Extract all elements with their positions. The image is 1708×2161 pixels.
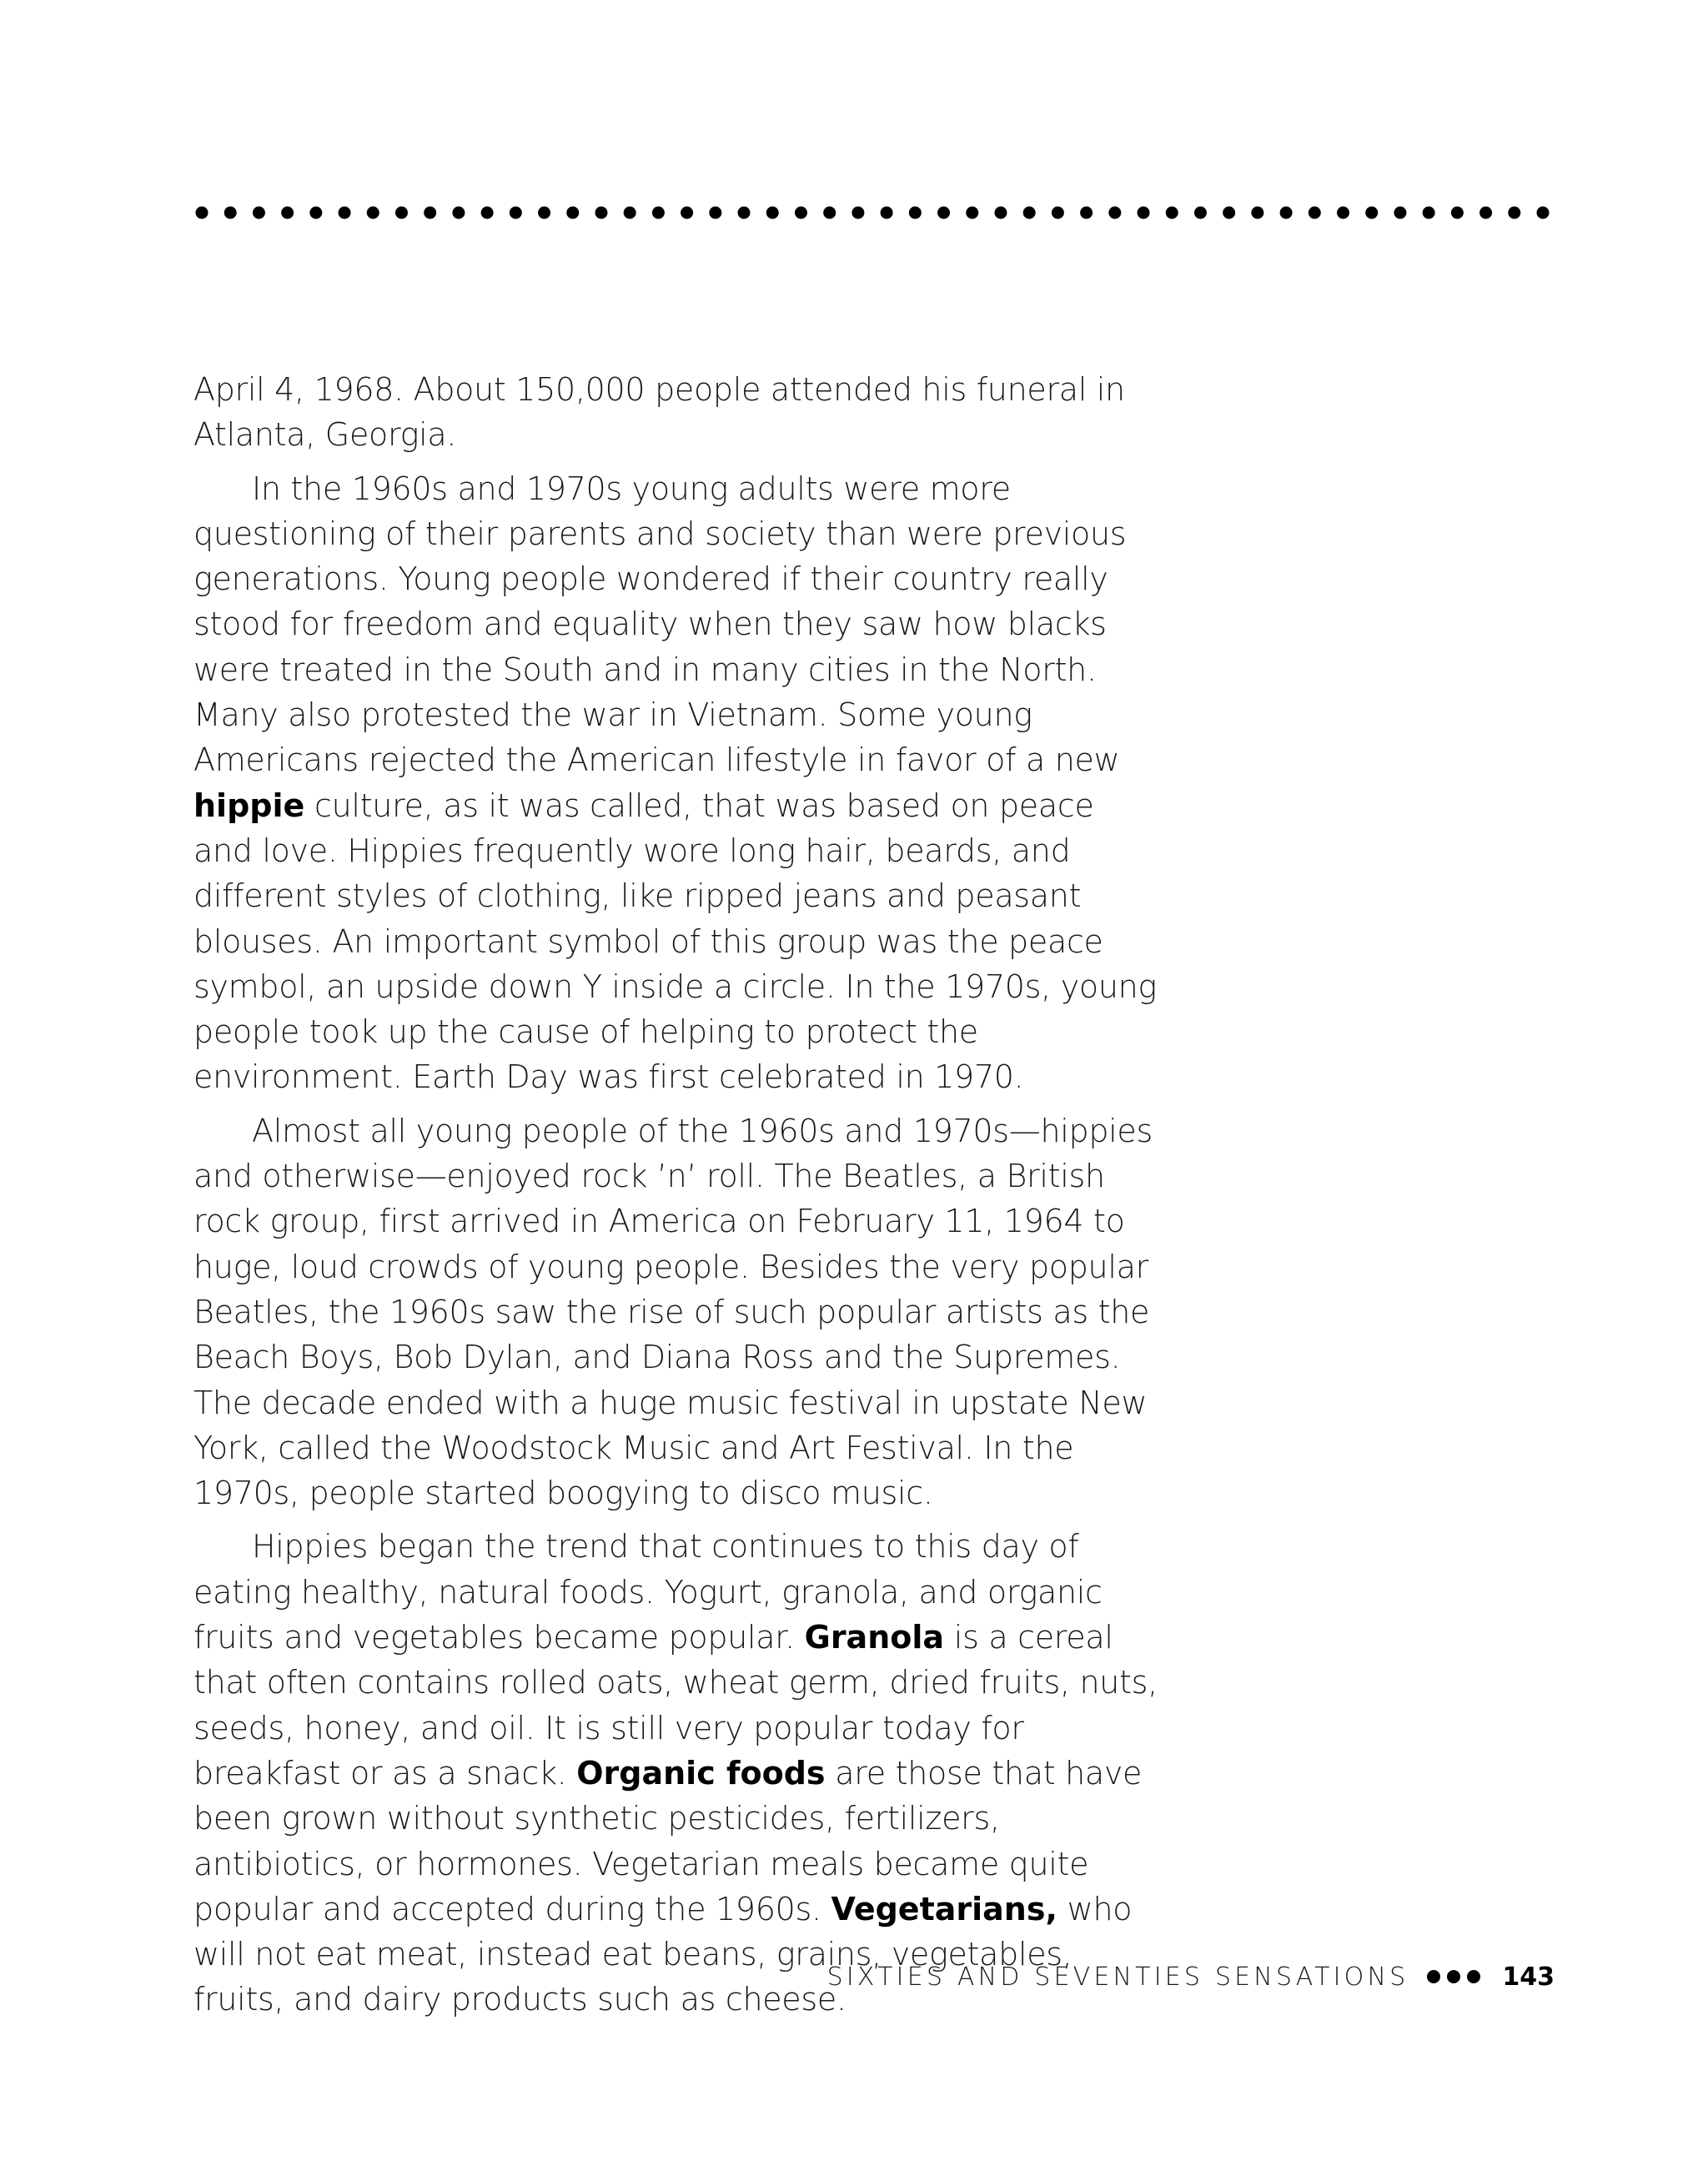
rule-dot: [281, 207, 294, 219]
rule-dot: [367, 207, 379, 219]
rule-dot: [510, 207, 522, 219]
rule-dot: [909, 207, 922, 219]
rule-dot: [1251, 207, 1263, 219]
rule-dot: [395, 207, 408, 219]
rule-dot: [1508, 207, 1520, 219]
footer-dots-separator: [1427, 1970, 1480, 1983]
rule-dot: [1052, 207, 1064, 219]
rule-dot: [1138, 207, 1150, 219]
rule-dot: [339, 207, 351, 219]
rule-dot: [1451, 207, 1464, 219]
text-run: Hippies began the trend that continues to this day of eating healthy, natural foods. Yogurt, granola, and organic fruits and vegetables became popular.: [193, 1528, 1103, 1656]
rule-dot: [966, 207, 978, 219]
text-run: In the 1960s and 1970s young adults were more questioning of their parents and society than were previous generations. Young people wondered if their country really stood for freedom and equality when they saw how blacks were treated in the South and in many cities in the North. Many also protested the war in Vietnam. Some young Americans rejected the American lifestyle in favor of a new: [193, 470, 1127, 779]
running-title: SIXTIES AND SEVENTIES SENSATIONS: [826, 1962, 1409, 1992]
rule-dot: [937, 207, 950, 219]
rule-dot: [1194, 207, 1207, 219]
text-run: Almost all young people of the 1960s and 1970s—hippies and otherwise—enjoyed rock ’n’ roll. The Beatles, a British rock group, first arrived in America on February 11, 1964 to huge, loud crowds of young people. Besides the very popular Beatles, the 1960s saw the rise of such popular artists as the Beach Boys, Bob Dylan, and Diana Ross and the Supremes. The decade ended with a huge music festival in upstate New York, called the Woodstock Music and Art Festival. In the 1970s, people started boogying to disco music.: [193, 1112, 1153, 1512]
rule-dot: [253, 207, 265, 219]
rule-dot: [1309, 207, 1321, 219]
rule-dot: [595, 207, 607, 219]
bold-term: hippie: [193, 787, 305, 824]
rule-dot: [196, 207, 208, 219]
rule-dot: [681, 207, 693, 219]
page-number: 143: [1502, 1962, 1555, 1992]
rule-dot: [309, 207, 322, 219]
rule-dot: [624, 207, 636, 219]
paragraph: [193, 367, 1161, 458]
top-dotted-rule: [193, 204, 1551, 222]
bold-term: Organic foods: [576, 1754, 826, 1792]
paragraph: [193, 466, 1161, 1100]
rule-dot: [452, 207, 465, 219]
rule-dot: [1023, 207, 1036, 219]
rule-dot: [738, 207, 751, 219]
dot-icon: [1447, 1970, 1460, 1983]
dot-icon: [1467, 1970, 1480, 1983]
rule-dot: [481, 207, 494, 219]
rule-dot: [566, 207, 579, 219]
rule-dot: [1394, 207, 1406, 219]
body-text: [193, 367, 1161, 2031]
rule-dot: [1337, 207, 1349, 219]
rule-dot: [652, 207, 665, 219]
rule-dot: [1537, 207, 1550, 219]
text-run: culture, as it was called, that was based on peace and love. Hippies frequently wore long hair, beards, and different styles of clothing, like ripped jeans and peasant blouses. An important symbol of this group was the peace symbol, an upside down Y inside a circle. In the 1970s, young people took up the cause of helping to protect the environment. Earth Day was first celebrated in 1970.: [193, 787, 1157, 1096]
text-run: are those that have been grown without synthetic pesticides, fertilizers, antibiotics, or hormones. Vegetarian meals became quite popular and accepted during the 1960s.: [193, 1754, 1143, 1927]
rule-dot: [1423, 207, 1435, 219]
rule-dot: [1479, 207, 1492, 219]
text-run: is a cereal that often contains rolled oats, wheat germ, dried fruits, nuts, seeds, honey, and oil. It is still very popular today for breakfast or as a snack.: [193, 1619, 1158, 1792]
rule-dot: [851, 207, 864, 219]
paragraph: [193, 1108, 1161, 1516]
paragraph: [193, 1524, 1161, 2022]
rule-dot: [1108, 207, 1121, 219]
page-footer: [827, 1960, 1555, 1993]
rule-dot: [1280, 207, 1293, 219]
rule-dot: [224, 207, 237, 219]
rule-dot: [1223, 207, 1235, 219]
rule-dot: [994, 207, 1007, 219]
rule-dot: [1080, 207, 1093, 219]
bold-term: Vegetarians,: [831, 1890, 1057, 1927]
rule-dot: [795, 207, 807, 219]
bold-term: Granola: [804, 1619, 945, 1656]
dot-icon: [1427, 1970, 1440, 1983]
rule-dot: [823, 207, 836, 219]
rule-dot: [709, 207, 721, 219]
rule-dot: [538, 207, 550, 219]
text-run: April 4, 1968. About 150,000 people attended his funeral in Atlanta, Georgia.: [193, 371, 1125, 454]
rule-dot: [1365, 207, 1378, 219]
rule-dot: [881, 207, 893, 219]
rule-dot: [1166, 207, 1178, 219]
rule-dot: [766, 207, 779, 219]
rule-dot: [424, 207, 436, 219]
text-run: who will not eat meat, instead eat beans, grains, vegetables, fruits, and dairy products such as cheese.: [193, 1890, 1133, 2018]
